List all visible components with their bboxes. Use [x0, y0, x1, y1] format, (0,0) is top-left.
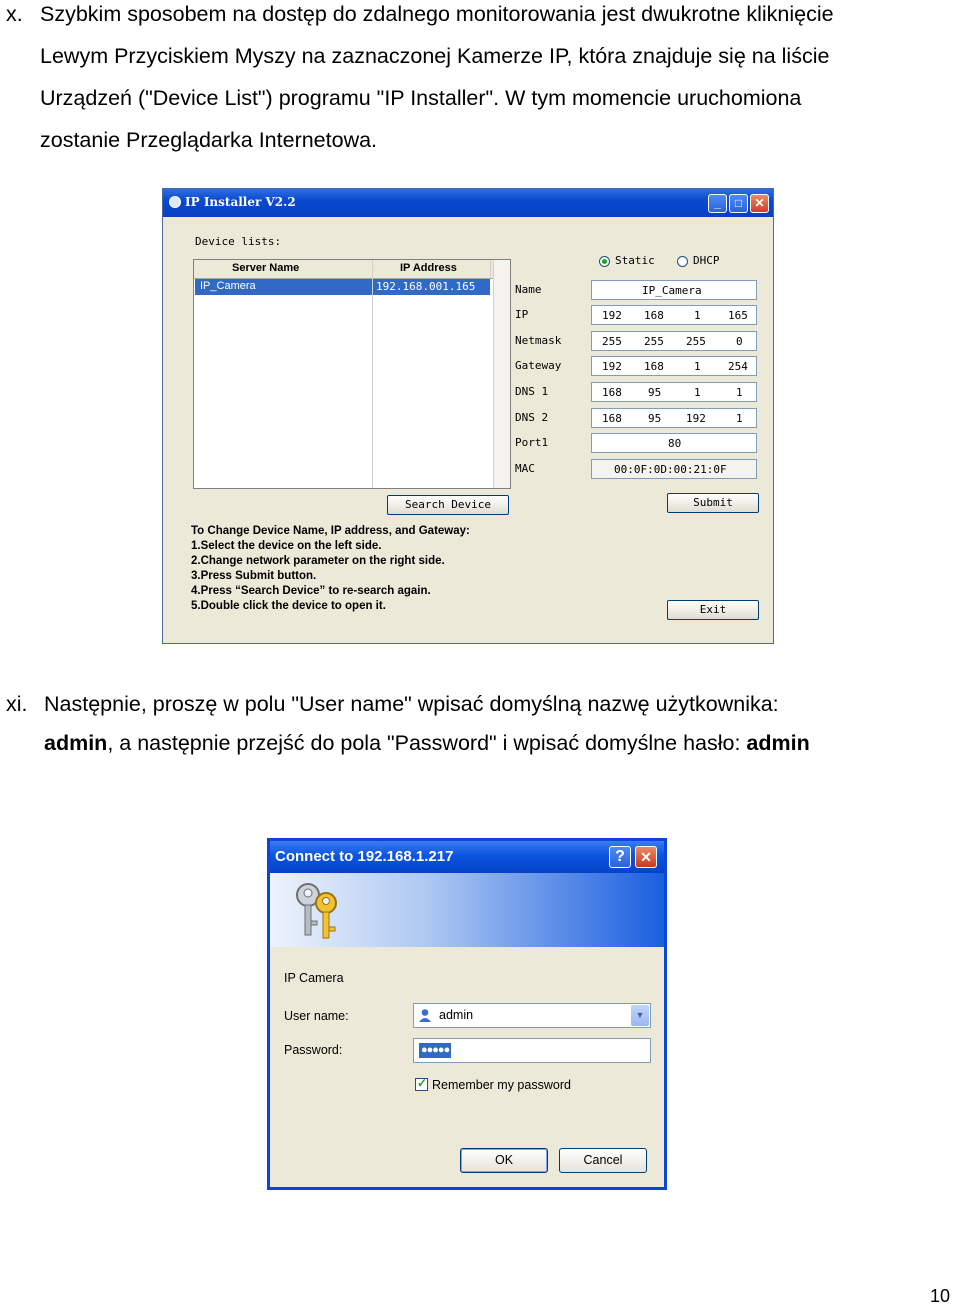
dns1-octet-3: 1: [694, 386, 701, 399]
dns2-octet-3: 192: [686, 412, 706, 425]
column-header-ip-address[interactable]: IP Address: [400, 262, 457, 274]
dns1-label: DNS 1: [515, 385, 549, 398]
username-value: admin: [439, 1008, 474, 1022]
name-field[interactable]: [591, 280, 757, 300]
paragraph-line: Lewym Przyciskiem Myszy na zaznaczonej Kamerze IP, która znajduje się na liście: [40, 44, 830, 68]
gateway-field[interactable]: [591, 356, 757, 376]
paragraph-line: [44, 723, 810, 763]
paragraph-line: Następnie, proszę w polu "User name" wpisać domyślną nazwę użytkownika:: [44, 692, 779, 716]
paragraph-x: [0, 0, 960, 170]
gateway-octet-1: 192: [602, 360, 622, 373]
remember-checkbox[interactable]: [415, 1078, 428, 1091]
keys-icon: [290, 881, 346, 941]
list-marker: x.: [6, 2, 23, 26]
dialog-banner: [270, 873, 664, 947]
netmask-octet-3: 255: [686, 335, 706, 348]
port-label: Port1: [515, 436, 549, 449]
column-divider: [372, 278, 373, 488]
column-header-server-name[interactable]: Server Name: [232, 262, 300, 274]
default-username: admin: [44, 731, 108, 755]
page-number: 10: [929, 1286, 950, 1306]
submit-button[interactable]: Submit: [667, 493, 759, 513]
netmask-octet-4: 0: [736, 335, 743, 348]
app-icon: [169, 196, 181, 208]
search-device-button[interactable]: Search Device: [387, 495, 509, 515]
dns1-octet-4: 1: [736, 386, 743, 399]
scrollbar[interactable]: [493, 260, 510, 488]
chevron-down-icon[interactable]: ▼: [631, 1005, 649, 1026]
gateway-octet-2: 168: [644, 360, 664, 373]
dns1-octet-2: 95: [648, 386, 662, 399]
paragraph-line: Urządzeń ("Device List") programu "IP Installer". W tym momencie uruchomiona: [40, 86, 802, 110]
dhcp-radio[interactable]: [677, 256, 688, 267]
ip-octet-4: 165: [728, 309, 748, 322]
instruction-line: 3.Press Submit button.: [191, 570, 317, 582]
netmask-label: Netmask: [515, 334, 562, 347]
ip-octet-1: 192: [602, 309, 622, 322]
device-list[interactable]: [193, 259, 511, 489]
static-radio[interactable]: [599, 256, 610, 267]
gateway-octet-3: 1: [694, 360, 701, 373]
dns2-octet-2: 95: [648, 412, 662, 425]
ip-field[interactable]: [591, 305, 757, 325]
gateway-octet-4: 254: [728, 360, 748, 373]
dns2-label: DNS 2: [515, 411, 549, 424]
instruction-line: 5.Double click the device to open it.: [191, 600, 386, 612]
instruction-line: 1.Select the device on the left side.: [191, 540, 382, 552]
password-label: Password:: [284, 1043, 343, 1057]
default-password: admin: [746, 731, 810, 755]
title-bar: [270, 841, 664, 873]
remember-label: Remember my password: [432, 1078, 571, 1092]
ip-installer-window: [162, 188, 774, 644]
realm-label: IP Camera: [284, 971, 344, 985]
netmask-field[interactable]: [591, 331, 757, 351]
column-divider: [372, 260, 373, 278]
window-title: IP Installer V2.2: [185, 195, 296, 209]
paragraph-line: Szybkim sposobem na dostęp do zdalnego monitorowania jest dwukrotne kliknięcie: [40, 2, 834, 26]
column-divider: [490, 260, 491, 278]
device-row[interactable]: [195, 279, 490, 295]
cancel-button[interactable]: Cancel: [559, 1148, 647, 1173]
list-marker: xi.: [6, 692, 28, 716]
device-name-cell: IP_Camera: [200, 280, 256, 292]
ok-button[interactable]: OK: [460, 1148, 548, 1173]
ip-octet-2: 168: [644, 309, 664, 322]
gateway-label: Gateway: [515, 359, 562, 372]
exit-button[interactable]: Exit: [667, 600, 759, 620]
ip-label: IP: [515, 308, 529, 321]
username-label: User name:: [284, 1009, 349, 1023]
name-label: Name: [515, 283, 542, 296]
instruction-line: 4.Press “Search Device” to re-search again.: [191, 585, 431, 597]
password-field[interactable]: [413, 1038, 651, 1063]
name-value: IP_Camera: [642, 284, 702, 297]
instruction-line: 2.Change network parameter on the right side.: [191, 555, 445, 567]
paragraph-xi: [0, 682, 960, 772]
dns2-octet-4: 1: [736, 412, 743, 425]
netmask-octet-2: 255: [644, 335, 664, 348]
mac-label: MAC: [515, 462, 535, 475]
port-field[interactable]: [591, 433, 757, 453]
password-mask: ●●●●●: [421, 1044, 450, 1056]
minimize-button[interactable]: _: [708, 194, 727, 213]
device-lists-label: Device lists:: [195, 235, 282, 248]
device-ip-cell: 192.168.001.165: [376, 280, 476, 293]
dialog-title: Connect to 192.168.1.217: [275, 848, 454, 865]
mac-value: 00:0F:0D:00:21:0F: [614, 463, 727, 476]
dns2-octet-1: 168: [602, 412, 622, 425]
paragraph-text: , a następnie przejść do pola "Password" i wpisać domyślne hasło:: [107, 731, 747, 755]
dns2-field[interactable]: [591, 408, 757, 428]
ip-octet-3: 1: [694, 309, 701, 322]
instruction-line: To Change Device Name, IP address, and Gateway:: [191, 525, 470, 537]
mac-field: [591, 459, 757, 479]
close-button[interactable]: ✕: [635, 846, 657, 868]
netmask-octet-1: 255: [602, 335, 622, 348]
paragraph-line: zostanie Przeglądarka Internetowa.: [40, 128, 378, 152]
static-label: Static: [615, 254, 655, 267]
dns1-octet-1: 168: [602, 386, 622, 399]
username-combobox[interactable]: [413, 1003, 651, 1028]
dns1-field[interactable]: [591, 382, 757, 402]
title-bar: [163, 189, 773, 217]
port-value: 80: [668, 437, 682, 450]
list-header: [194, 260, 510, 279]
connect-dialog: [267, 838, 667, 1190]
help-button[interactable]: ?: [609, 846, 631, 868]
dhcp-label: DHCP: [693, 254, 720, 267]
maximize-button[interactable]: □: [729, 194, 748, 213]
user-icon: [418, 1008, 432, 1022]
close-button[interactable]: ✕: [750, 194, 769, 213]
